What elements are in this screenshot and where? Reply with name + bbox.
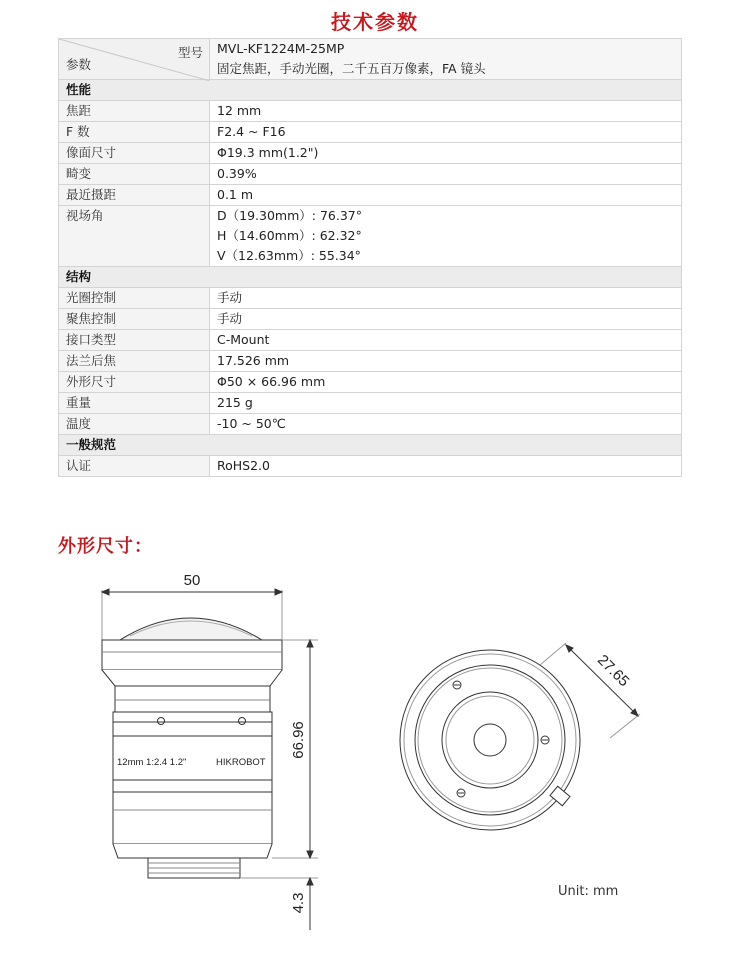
dimension-title: 外形尺寸： bbox=[58, 536, 153, 557]
row-value: 17.526 mm bbox=[217, 353, 290, 368]
row-value: F2.4 ~ F16 bbox=[217, 124, 286, 139]
row-label: 外形尺寸 bbox=[59, 372, 210, 393]
model-header-label: 型号 bbox=[177, 45, 203, 60]
row-value: 0.1 m bbox=[217, 187, 254, 202]
page-title: 技术参数 bbox=[331, 10, 419, 34]
focus-ring bbox=[113, 792, 272, 844]
rear-taper bbox=[113, 844, 272, 858]
width-dim-label: 50 bbox=[183, 572, 201, 589]
locking-screw-knob bbox=[550, 786, 570, 805]
section-title: 结构 bbox=[59, 267, 682, 288]
upper-body bbox=[115, 686, 270, 712]
row-label: 温度 bbox=[59, 414, 210, 435]
row-value: 0.39% bbox=[217, 166, 257, 181]
row-label: 接口类型 bbox=[59, 330, 210, 351]
row-value: 手动 bbox=[217, 290, 243, 305]
row-label: 光圈控制 bbox=[59, 288, 210, 309]
arrow-mount-icon bbox=[307, 878, 313, 885]
arrow-right-icon bbox=[275, 589, 282, 595]
height-dim-label: 66.96 bbox=[290, 721, 307, 759]
lens-marking-brand: HIKROBOT bbox=[216, 757, 266, 768]
inner-ring-circle bbox=[442, 692, 538, 788]
row-value: RoHS2.0 bbox=[217, 458, 270, 473]
row-label: 畸变 bbox=[59, 164, 210, 185]
arrow-up-icon bbox=[307, 640, 313, 647]
row-value: 215 g bbox=[217, 395, 253, 410]
row-value: -10 ~ 50℃ bbox=[217, 416, 286, 431]
row-value: Φ19.3 mm(1.2") bbox=[217, 145, 319, 160]
row-label: 认证 bbox=[59, 456, 210, 477]
outer-circle bbox=[400, 650, 580, 830]
focus-ring-top bbox=[113, 780, 272, 792]
row-value: D（19.30mm）: 76.37° bbox=[217, 208, 362, 223]
row-label: 法兰后焦 bbox=[59, 351, 210, 372]
row-label: 像面尺寸 bbox=[59, 143, 210, 164]
aperture-ring bbox=[113, 722, 272, 736]
front-ring bbox=[102, 640, 282, 670]
inner-ring-circle-2 bbox=[446, 696, 534, 784]
model-value: MVL-KF1224M-25MP bbox=[217, 41, 345, 56]
lens-marking-specs: 12mm 1:2.4 1.2" bbox=[117, 757, 187, 768]
model-description: 固定焦距，手动光圈，二千五百万像素，FA 镜头 bbox=[217, 61, 486, 76]
diag-dim-label: 27.65 bbox=[593, 651, 633, 691]
row-label: 最近摄距 bbox=[59, 185, 210, 206]
section-title: 一般规范 bbox=[59, 435, 682, 456]
row-label: 焦距 bbox=[59, 101, 210, 122]
aperture-ring-top bbox=[113, 712, 272, 722]
arrow-left-icon bbox=[102, 589, 109, 595]
param-header-label: 参数 bbox=[66, 57, 92, 72]
row-label: F 数 bbox=[59, 122, 210, 143]
row-value: H（14.60mm）: 62.32° bbox=[217, 228, 362, 243]
row-label: 视场角 bbox=[59, 206, 210, 267]
aperture-opening bbox=[474, 724, 506, 756]
front-ring-circle-inner bbox=[418, 668, 562, 812]
mount-dim-label: 4.3 bbox=[290, 892, 307, 914]
diag-ext-2 bbox=[610, 714, 640, 738]
row-value: Φ50 × 66.96 mm bbox=[217, 374, 326, 389]
section-title: 性能 bbox=[59, 80, 682, 101]
front-taper bbox=[102, 670, 282, 686]
row-value: C-Mount bbox=[217, 332, 270, 347]
row-label: 聚焦控制 bbox=[59, 309, 210, 330]
diag-ext-1 bbox=[540, 643, 566, 665]
row-value: 12 mm bbox=[217, 103, 262, 118]
row-label: 重量 bbox=[59, 393, 210, 414]
row-value: V（12.63mm）: 55.34° bbox=[217, 248, 361, 263]
row-value: 手动 bbox=[217, 311, 243, 326]
outer-circle-inner bbox=[404, 654, 576, 826]
arrow-down-icon bbox=[307, 851, 313, 858]
unit-label: Unit: mm bbox=[558, 884, 619, 899]
